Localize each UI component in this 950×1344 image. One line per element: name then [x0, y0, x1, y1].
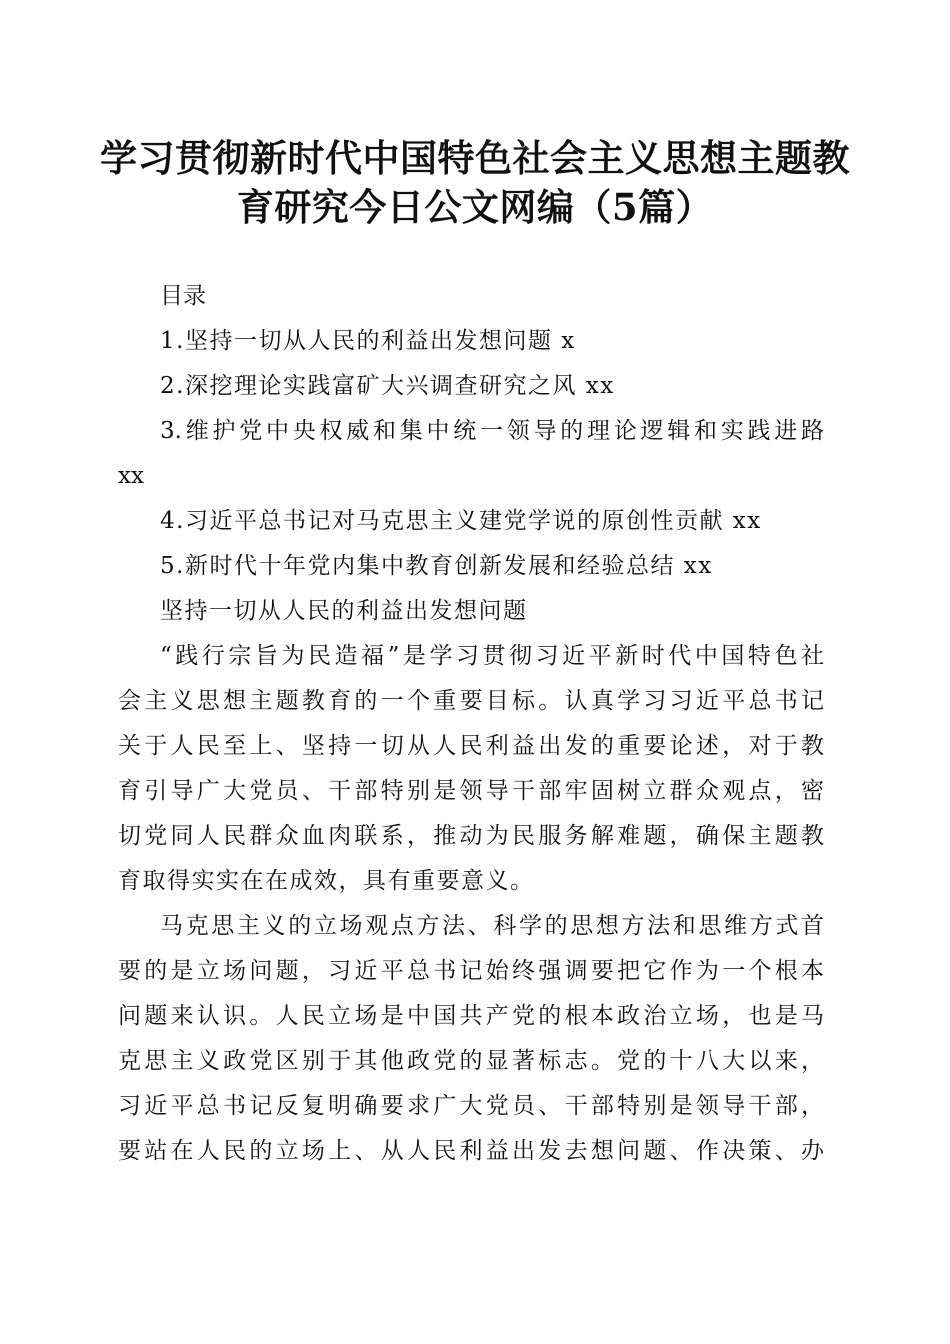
toc-item-2: 2.深挖理论实践富矿大兴调查研究之风 xx — [160, 373, 615, 399]
document-title — [90, 134, 860, 232]
paragraph-line: 克思主义政党区别于其他政党的显著标志。党的十八大以来， — [118, 1048, 824, 1074]
paragraph-1 — [118, 634, 824, 904]
paragraph-line: “践行宗旨为民造福”是学习贯彻习近平新时代中国特色社 — [160, 643, 824, 669]
toc-item-5: 5.新时代十年党内集中教育创新发展和经验总结 xx — [160, 553, 713, 579]
paragraph-line: 切党同人民群众血肉联系，推动为民服务解难题，确保主题教 — [118, 823, 824, 849]
toc-item-1: 1.坚持一切从人民的利益出发想问题 x — [160, 328, 576, 354]
document-body — [118, 274, 824, 1174]
paragraph-2 — [118, 904, 824, 1174]
paragraph-line: 马克思主义的立场观点方法、科学的思想方法和思维方式首 — [160, 913, 824, 939]
paragraph-line: 要的是立场问题，习近平总书记始终强调要把它作为一个根本 — [118, 958, 824, 984]
paragraph-line: 育取得实实在在成效，具有重要意义。 — [118, 868, 535, 894]
section-heading: 坚持一切从人民的利益出发想问题 — [160, 598, 528, 624]
paragraph-line: 会主义思想主题教育的一个重要目标。认真学习习近平总书记 — [118, 688, 824, 714]
paragraph-line: 关于人民至上、坚持一切从人民利益出发的重要论述，对于教 — [118, 733, 824, 759]
toc-item-3-continuation: xx — [118, 463, 144, 489]
title-line-1: 学习贯彻新时代中国特色社会主义思想主题教 — [100, 136, 850, 180]
title-line-2: 育研究今日公文网编（5篇） — [236, 185, 714, 229]
paragraph-line: 习近平总书记反复明确要求广大党员、干部特别是领导干部， — [118, 1093, 824, 1119]
paragraph-line: 问题来认识。人民立场是中国共产党的根本政治立场，也是马 — [118, 1003, 824, 1029]
paragraph-line: 要站在人民的立场上、从人民利益出发去想问题、作决策、办 — [118, 1138, 824, 1164]
toc-item-3: 3.维护党中央权威和集中统一领导的理论逻辑和实践进路 — [160, 418, 824, 444]
toc-item-4: 4.习近平总书记对马克思主义建党学说的原创性贡献 xx — [160, 508, 762, 534]
toc-heading: 目录 — [160, 283, 206, 309]
paragraph-line: 育引导广大党员、干部特别是领导干部牢固树立群众观点，密 — [118, 778, 824, 804]
